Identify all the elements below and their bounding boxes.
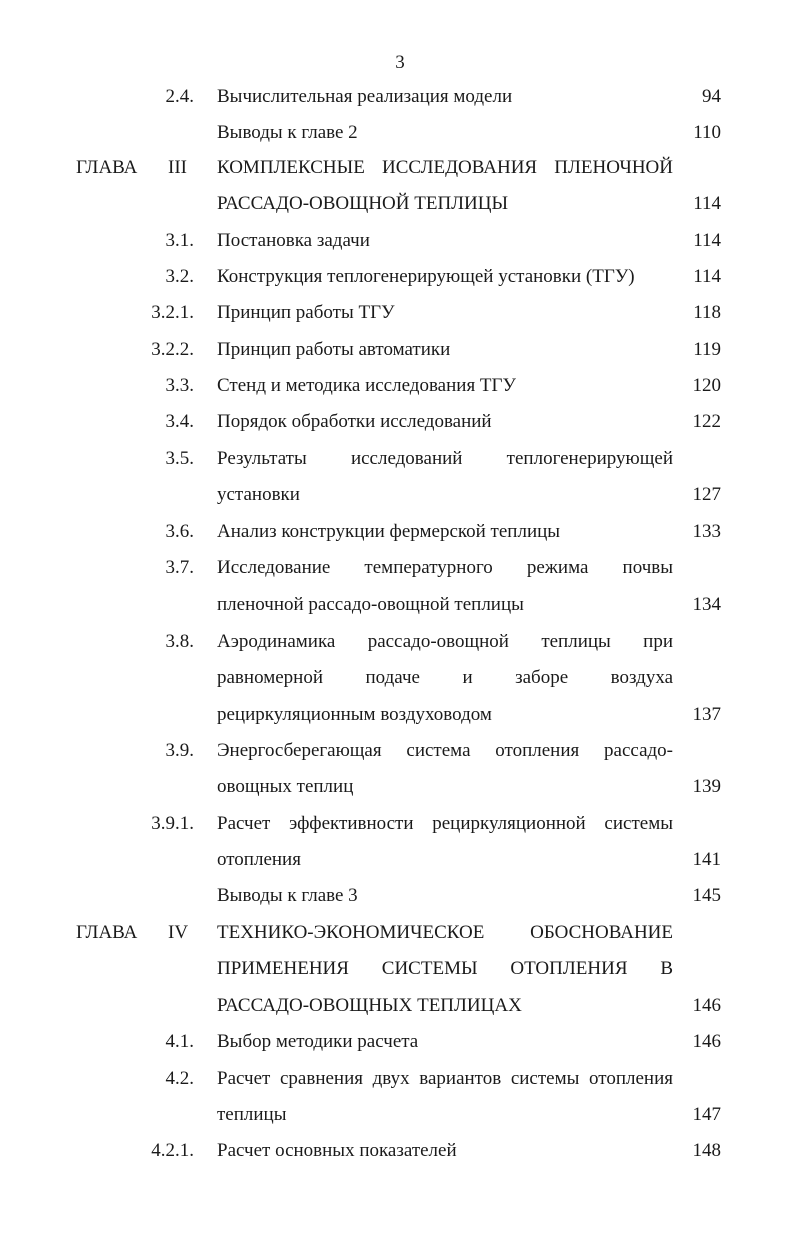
toc-row [0, 811, 795, 837]
toc-row [0, 155, 795, 181]
section-title: Расчет эффективности рециркуляционной системы [217, 813, 673, 834]
section-title: Конструкция теплогенерирующей установки (ТГУ) [217, 266, 635, 287]
toc-row [0, 774, 795, 800]
section-title: Аэродинамика рассадо-овощной теплицы при [217, 631, 673, 652]
page-ref: 141 [692, 849, 721, 870]
toc-row [0, 738, 795, 764]
section-title: Порядок обработки исследований [217, 411, 492, 432]
page-ref: 146 [692, 995, 721, 1016]
section-number: 3.2.2. [151, 339, 194, 360]
section-number: 3.6. [165, 521, 194, 542]
section-number: 3.1. [165, 230, 194, 251]
page-ref: 145 [692, 885, 721, 906]
section-title: Выводы к главе 2 [217, 122, 358, 143]
section-title: Выводы к главе 3 [217, 885, 358, 906]
page-ref: 134 [692, 594, 721, 615]
chapter-title: РАССАДО-ОВОЩНОЙ ТЕПЛИЦЫ [217, 193, 509, 214]
section-number: 3.7. [165, 557, 194, 578]
page-number: 3 [395, 52, 405, 73]
toc-row [0, 409, 795, 435]
section-title: Выбор методики расчета [217, 1031, 419, 1052]
section-number: 4.1. [165, 1031, 194, 1052]
page-ref: 114 [693, 230, 721, 251]
chapter-label: ГЛАВА [76, 922, 138, 943]
toc-row [0, 993, 795, 1019]
page-ref: 114 [693, 193, 721, 214]
section-title: Результаты исследований теплогенерирующей [217, 448, 673, 469]
section-number: 3.8. [165, 631, 194, 652]
section-title: Принцип работы ТГУ [217, 302, 395, 323]
toc-row [0, 555, 795, 581]
toc-row [0, 264, 795, 290]
section-title: теплицы [217, 1104, 287, 1125]
section-title: Анализ конструкции фермерской теплицы [217, 521, 561, 542]
page-ref: 137 [692, 704, 721, 725]
section-number: 3.9.1. [151, 813, 194, 834]
section-title: Расчет сравнения двух вариантов системы отопления [217, 1068, 673, 1089]
section-title: пленочной рассадо-овощной теплицы [217, 594, 524, 615]
chapter-number: IV [168, 922, 189, 943]
toc-row [0, 373, 795, 399]
section-title: установки [217, 484, 300, 505]
page-ref: 118 [693, 302, 721, 323]
chapter-title: РАССАДО-ОВОЩНЫХ ТЕПЛИЦАХ [217, 995, 522, 1016]
page-ref: 139 [692, 776, 721, 797]
section-title: Принцип работы автоматики [217, 339, 451, 360]
toc-row [0, 702, 795, 728]
toc-row [0, 84, 795, 110]
page-ref: 114 [693, 266, 721, 287]
section-title: Энергосберегающая система отопления рассадо- [217, 740, 673, 761]
section-title: равномерной подаче и заборе воздуха [217, 667, 673, 688]
toc-row [0, 1029, 795, 1055]
section-title: рециркуляционным воздуховодом [217, 704, 492, 725]
section-title: овощных теплиц [217, 776, 354, 797]
toc-row [0, 120, 795, 146]
chapter-title: ПРИМЕНЕНИЯ СИСТЕМЫ ОТОПЛЕНИЯ В [217, 958, 673, 979]
toc-row [0, 592, 795, 618]
page-ref: 147 [692, 1104, 721, 1125]
section-number: 3.2. [165, 266, 194, 287]
chapter-number: III [168, 157, 187, 178]
section-title: Постановка задачи [217, 230, 370, 251]
page-ref: 94 [702, 86, 721, 107]
page-ref: 146 [692, 1031, 721, 1052]
page-ref: 133 [692, 521, 721, 542]
toc-row [0, 883, 795, 909]
toc-row [0, 665, 795, 691]
toc-row [0, 191, 795, 217]
toc-row [0, 956, 795, 982]
section-title: отопления [217, 849, 301, 870]
page-ref: 110 [693, 122, 721, 143]
section-title: Расчет основных показателей [217, 1140, 457, 1161]
section-number: 4.2.1. [151, 1140, 194, 1161]
toc-row [0, 629, 795, 655]
toc-row [0, 1066, 795, 1092]
toc-row [0, 337, 795, 363]
toc-row [0, 482, 795, 508]
section-number: 3.9. [165, 740, 194, 761]
toc-row [0, 847, 795, 873]
page-ref: 127 [692, 484, 721, 505]
section-number: 3.3. [165, 375, 194, 396]
chapter-label: ГЛАВА [76, 157, 138, 178]
toc-row [0, 300, 795, 326]
section-number: 2.4. [165, 86, 194, 107]
page-ref: 122 [692, 411, 721, 432]
chapter-title: ТЕХНИКО-ЭКОНОМИЧЕСКОЕ ОБОСНОВАНИЕ [217, 922, 673, 943]
section-title: Вычислительная реализация модели [217, 86, 513, 107]
section-number: 4.2. [165, 1068, 194, 1089]
toc-row [0, 519, 795, 545]
page-ref: 119 [693, 339, 721, 360]
section-number: 3.4. [165, 411, 194, 432]
toc-row [0, 446, 795, 472]
section-title: Исследование температурного режима почвы [217, 557, 673, 578]
toc-row [0, 228, 795, 254]
page-ref: 120 [692, 375, 721, 396]
section-number: 3.2.1. [151, 302, 194, 323]
toc-row [0, 920, 795, 946]
section-number: 3.5. [165, 448, 194, 469]
page-ref: 148 [692, 1140, 721, 1161]
toc-row [0, 1102, 795, 1128]
toc-row [0, 1138, 795, 1164]
chapter-title: КОМПЛЕКСНЫЕ ИССЛЕДОВАНИЯ ПЛЕНОЧНОЙ [217, 157, 673, 178]
section-title: Стенд и методика исследования ТГУ [217, 375, 516, 396]
